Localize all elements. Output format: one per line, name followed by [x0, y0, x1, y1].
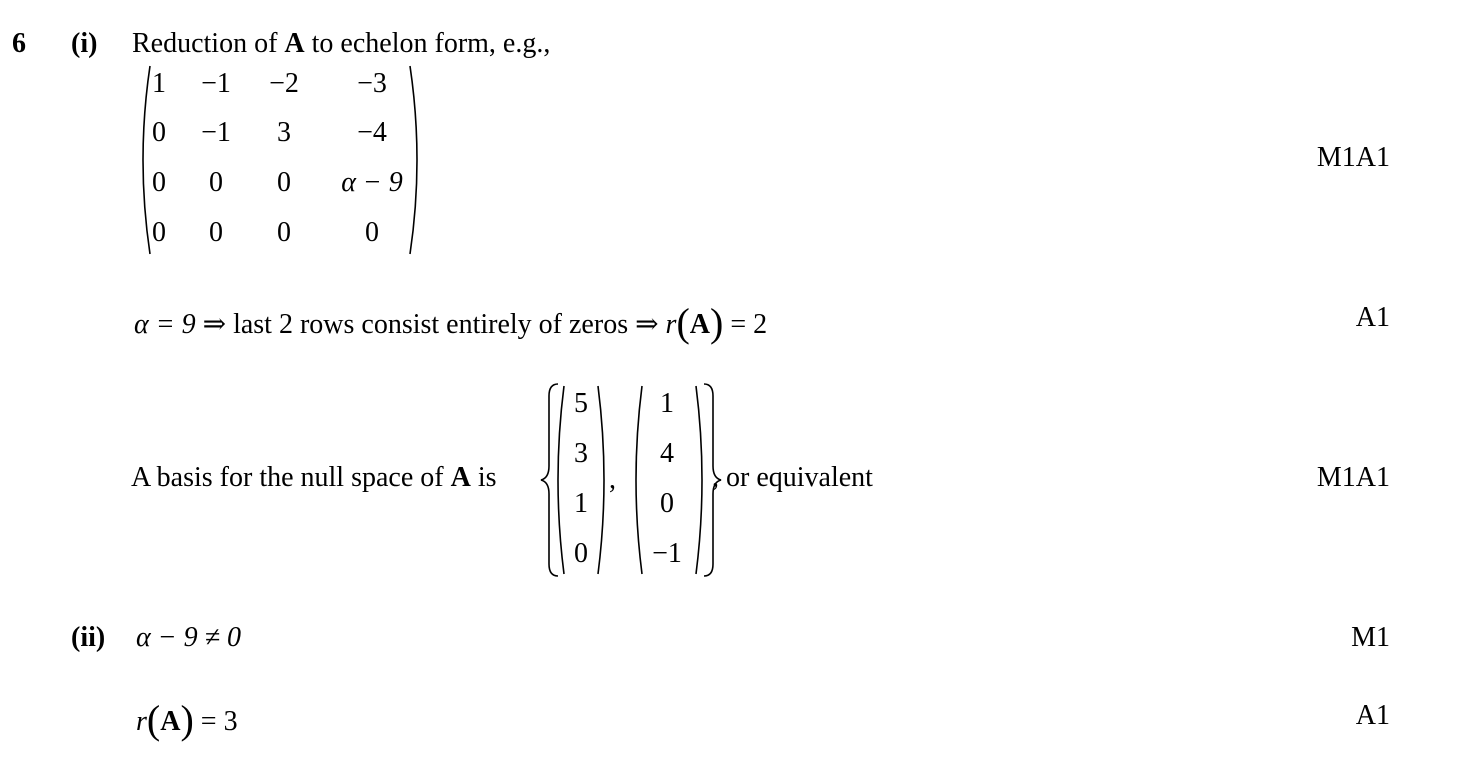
alpha-eq-nine: α = 9 ⇒ [134, 309, 227, 340]
basis-is: is [470, 462, 497, 493]
vector-entry: 0 [574, 538, 588, 569]
rank-function: r [665, 309, 677, 340]
vector-entry: 1 [660, 388, 674, 419]
matrix-cell: 0 [152, 117, 166, 148]
rank-value-ii: = 3 [193, 706, 238, 737]
rank-function-ii: r [136, 706, 147, 737]
matrix-cell: −1 [201, 68, 231, 99]
mark-echelon: M1A1 [1316, 142, 1390, 173]
matrix-cell: −2 [269, 68, 299, 99]
basis-intro [131, 462, 497, 494]
matrix-cell: 0 [152, 217, 166, 248]
vector-entry: 0 [660, 488, 674, 519]
mark-condition: M1 [1351, 622, 1390, 653]
rank-line: α = 9 ⇒ last 2 rows consist entirely of zeros ⇒ r(A) = 2 [134, 300, 768, 345]
matrix-cell: 0 [209, 217, 223, 248]
vector-separator: , [609, 464, 616, 495]
part-ii-label: (ii) [71, 622, 106, 653]
vector-entry: 5 [574, 388, 588, 419]
matrix-cell: α − 9 [341, 167, 403, 198]
matrix-cell: −4 [357, 117, 387, 148]
matrix-cell: 0 [277, 167, 291, 198]
matrix-cell: −1 [201, 117, 231, 148]
vector-entry: 4 [660, 438, 674, 469]
condition-expression: α − 9 ≠ 0 [136, 622, 241, 653]
vector-entry: −1 [652, 538, 682, 569]
vector-entry: 3 [574, 438, 588, 469]
rank-matrix-symbol-ii: A [160, 706, 181, 737]
intro-matrix-symbol: A [284, 28, 305, 59]
mark-rank-i: A1 [1355, 302, 1390, 333]
question-number: 6 [12, 28, 26, 59]
vector-entry: 1 [574, 488, 588, 519]
intro-text [132, 28, 550, 60]
matrix-cell: 0 [277, 217, 291, 248]
basis-vector-1 [546, 380, 616, 580]
matrix-cell: 0 [152, 167, 166, 198]
mark-basis: M1A1 [1316, 462, 1390, 493]
mark-rank-ii: A1 [1355, 700, 1390, 731]
intro-pre: Reduction of [132, 28, 285, 59]
matrix-cell: 3 [277, 117, 291, 148]
rank-explanation: last 2 rows consist entirely of zeros ⇒ [226, 309, 666, 340]
rank-line-ii: r(A) = 3 [136, 697, 238, 742]
intro-post: to echelon form, e.g., [304, 28, 551, 59]
rank-value: = 2 [723, 309, 768, 340]
echelon-matrix [134, 62, 426, 258]
basis-vector-2 [624, 380, 714, 580]
matrix-cell: −3 [357, 68, 387, 99]
matrix-cell: 1 [152, 68, 166, 99]
part-i-label: (i) [71, 28, 98, 59]
basis-pre: A basis for the null space of [131, 462, 451, 493]
basis-post: , or equivalent [712, 462, 873, 493]
basis-matrix-symbol: A [450, 462, 471, 493]
matrix-cell: 0 [365, 217, 379, 248]
rank-matrix-symbol: A [689, 309, 711, 340]
matrix-cell: 0 [209, 167, 223, 198]
